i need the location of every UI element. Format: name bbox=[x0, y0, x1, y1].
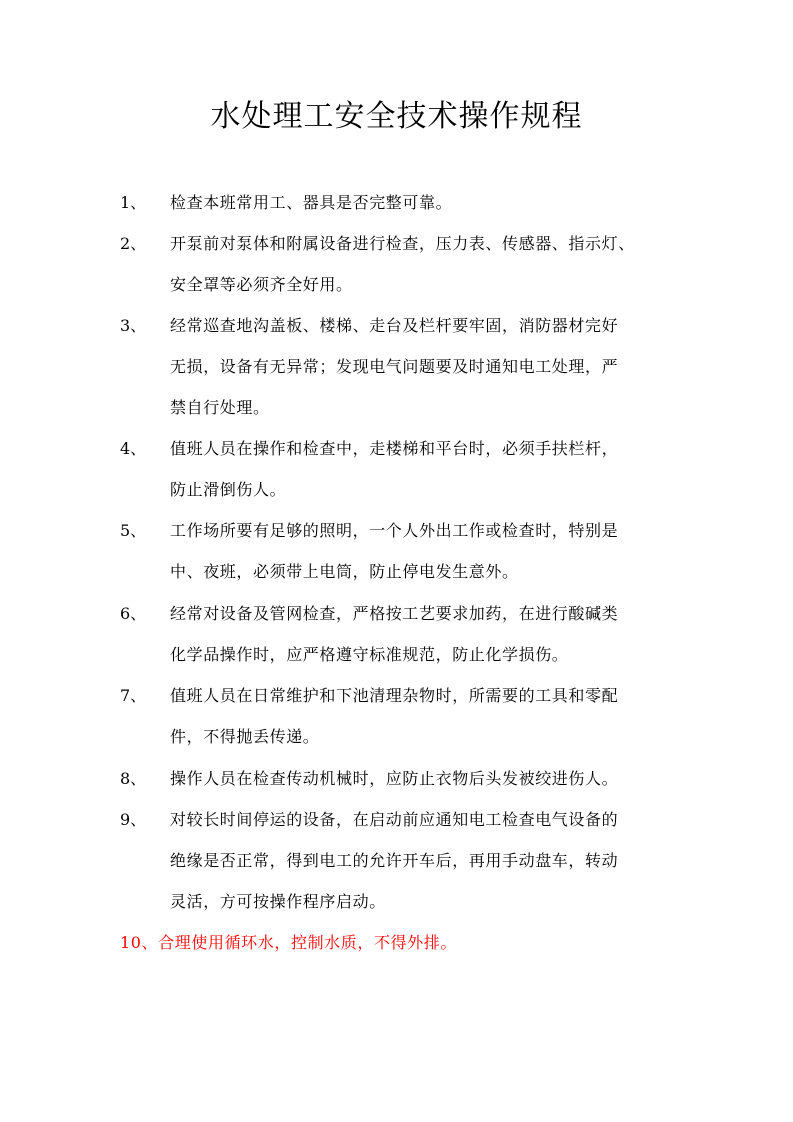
item-6-line-2: 化学品操作时，应严格遵守标准规范，防止化学损伤。 bbox=[170, 645, 569, 664]
item-3-line-2: 无损，设备有无异常；发现电气问题要及时通知电工处理，严 bbox=[170, 357, 619, 376]
item-7-line-1: 值班人员在日常维护和下池清理杂物时，所需要的工具和零配 bbox=[170, 686, 619, 705]
item-3-number: 3、 bbox=[120, 316, 147, 335]
item-2-number: 2、 bbox=[120, 234, 147, 253]
item-2-line-1: 开泵前对泵体和附属设备进行检查，压力表、传感器、指示灯、 bbox=[170, 234, 635, 253]
item-9-line-2: 绝缘是否正常，得到电工的允许开车后，再用手动盘车，转动 bbox=[170, 851, 619, 870]
item-4-line-1: 值班人员在操作和检查中，走楼梯和平台时，必须手扶栏杆， bbox=[170, 439, 619, 458]
item-8-line-1: 操作人员在检查传动机械时，应防止衣物后头发被绞进伤人。 bbox=[170, 769, 619, 788]
item-6-number: 6、 bbox=[120, 604, 147, 623]
item-6-line-1: 经常对设备及管网检查，严格按工艺要求加药，在进行酸碱类 bbox=[170, 604, 619, 623]
item-1-line-1: 检查本班常用工、器具是否完整可靠。 bbox=[170, 193, 453, 212]
item-10-number: 10、 bbox=[120, 933, 159, 952]
item-5-line-1: 工作场所要有足够的照明，一个人外出工作或检查时，特别是 bbox=[170, 521, 619, 540]
item-5-number: 5、 bbox=[120, 521, 147, 540]
item-5-line-2: 中、夜班，必须带上电筒，防止停电发生意外。 bbox=[170, 562, 519, 581]
item-9-number: 9、 bbox=[120, 810, 147, 829]
item-2-line-2: 安全罩等必须齐全好用。 bbox=[170, 275, 353, 294]
item-3-line-1: 经常巡查地沟盖板、楼梯、走台及栏杆要牢固，消防器材完好 bbox=[170, 316, 619, 335]
item-7-line-2: 件，不得抛丢传递。 bbox=[170, 727, 320, 746]
document-title: 水处理工安全技术操作规程 bbox=[210, 99, 583, 134]
item-3-line-3: 禁自行处理。 bbox=[170, 398, 270, 417]
item-4-number: 4、 bbox=[120, 439, 147, 458]
item-10-line-1: 合理使用循环水，控制水质，不得外排。 bbox=[158, 933, 457, 952]
item-1-number: 1、 bbox=[120, 193, 147, 212]
item-9-line-3: 灵活，方可按操作程序启动。 bbox=[170, 892, 386, 911]
item-4-line-2: 防止滑倒伤人。 bbox=[170, 480, 287, 499]
item-10 bbox=[120, 931, 690, 955]
item-9-line-1: 对较长时间停运的设备，在启动前应通知电工检查电气设备的 bbox=[170, 810, 619, 829]
item-7-number: 7、 bbox=[120, 686, 147, 705]
item-8-number: 8、 bbox=[120, 769, 147, 788]
